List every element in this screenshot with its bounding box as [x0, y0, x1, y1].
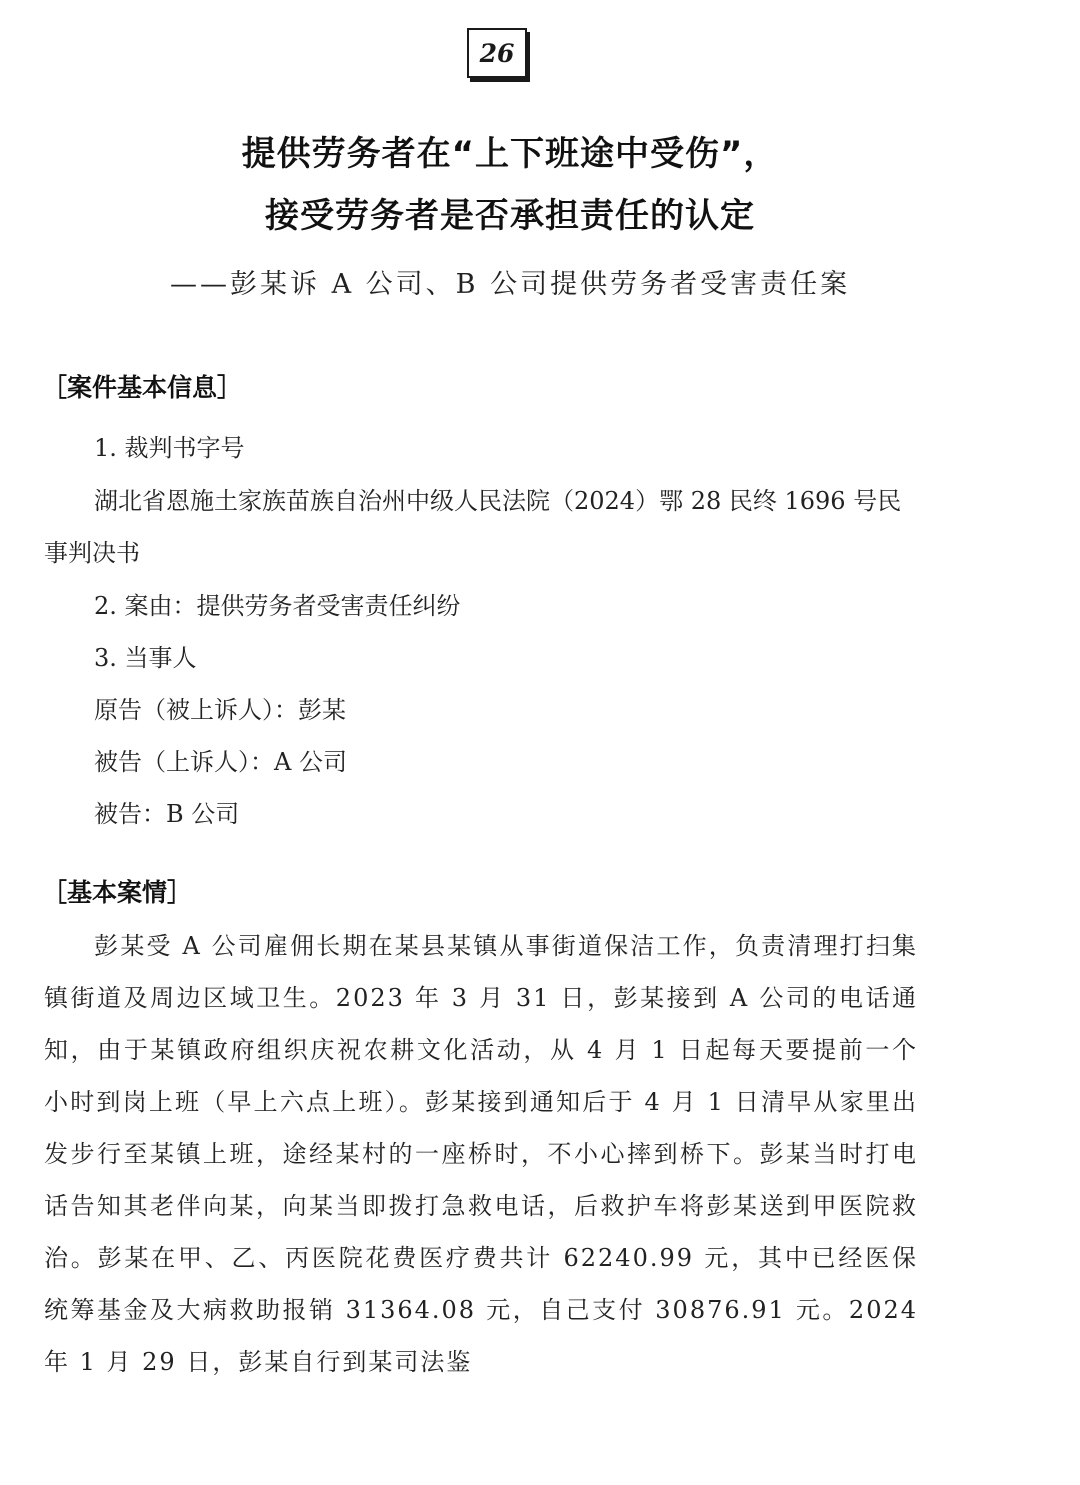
item-judgment-number-value-line1: 湖北省恩施土家族苗族自治州中级人民法院（2024）鄂 28 民终 1696 号民 — [94, 487, 902, 515]
item-judgment-number-value-line2: 事判决书 — [44, 539, 140, 567]
defendant-a: 被告（上诉人）：A 公司 — [94, 748, 347, 776]
title-line-2: 接受劳务者是否承担责任的认定 — [265, 196, 755, 236]
case-facts-text: 彭某受 A 公司雇佣长期在某县某镇从事街道保洁工作，负责清理打扫集镇街道及周边区域卫生。2023 年 3 月 31 日，彭某接到 A 公司的电话通知，由于某镇政府组织庆祝农耕文化活动，从 4 月 1 日起每天要提前一个小时到岗上班（早上六点上班）。彭某接到通知后于 4 月 1 日清早从家里出发步行至某镇上班，途经某村的一座桥时，不小心摔到桥下。彭某当时打电话告知其老伴向某，向某当即拨打急救电话，后救护车将彭某送到甲医院救治。彭某在甲、乙、丙医院花费医疗费共计 62240.99 元，其中已经医保统筹基金及大病救助报销 31364.08 元，自己支付 30876.91 元。2024 年 1 月 29 日，彭某自行到某司法鉴 — [44, 932, 918, 1376]
subtitle: ——彭某诉 A 公司、B 公司提供劳务者受害责任案 — [170, 269, 851, 300]
item-case-cause: 2. 案由：提供劳务者受害责任纠纷 — [94, 592, 461, 620]
page-number: 26 — [467, 28, 527, 78]
case-facts-paragraph — [44, 920, 918, 1388]
title-line-1: 提供劳务者在“上下班途中受伤”， — [241, 134, 779, 174]
section-heading-basic-info: ［案件基本信息］ — [42, 373, 243, 402]
section-heading-case-facts: ［基本案情］ — [42, 878, 193, 907]
plaintiff: 原告（被上诉人）：彭某 — [94, 696, 346, 724]
defendant-b: 被告：B 公司 — [94, 800, 240, 828]
item-judgment-number-label: 1. 裁判书字号 — [94, 434, 245, 462]
item-parties-label: 3. 当事人 — [94, 644, 197, 672]
